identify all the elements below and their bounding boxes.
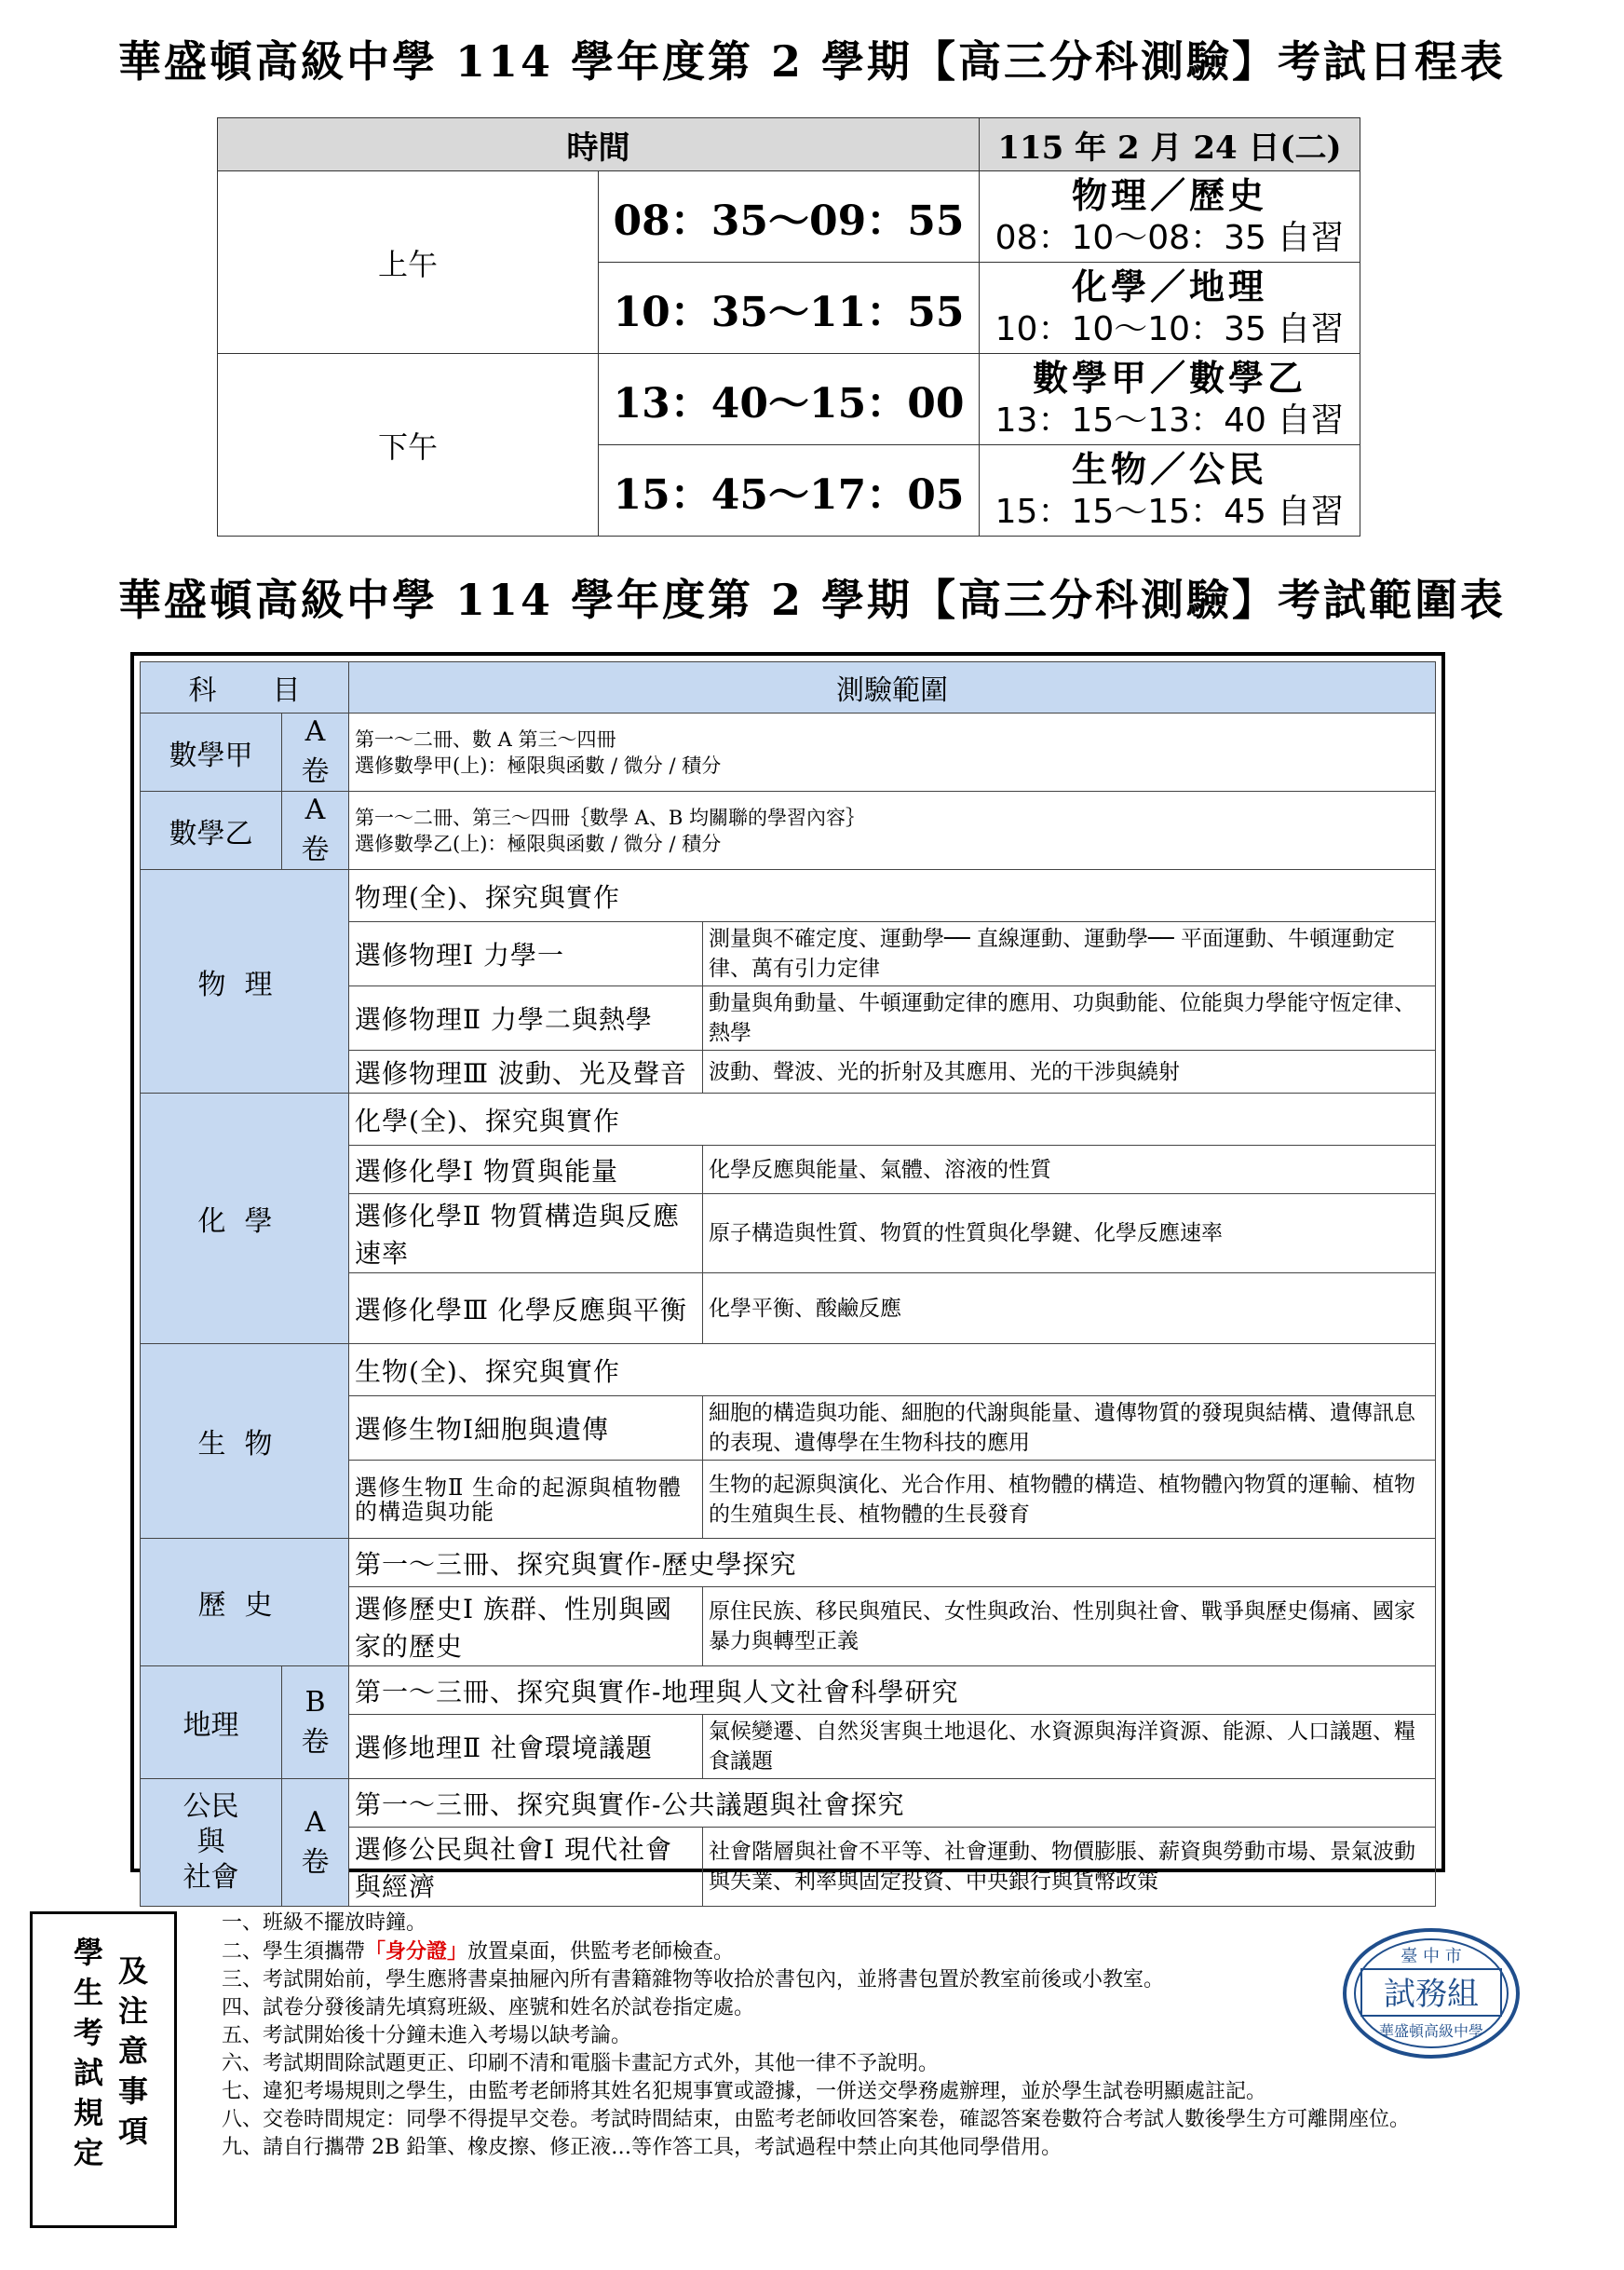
- seal-top-text: 臺 中 市: [1401, 1947, 1462, 1966]
- elective-content: 動量與角動量、牛頓運動定律的應用、功與動能、位能與力學能守恆定律、熱學: [703, 986, 1436, 1051]
- rule-item: 一、班級不擺放時鐘。: [222, 1911, 427, 1935]
- range-line: 第一～二冊、數 A 第三～四冊: [355, 727, 616, 751]
- base-range: 第一～三冊、探究與實作-歷史學探究: [349, 1539, 1436, 1587]
- rule-item: [222, 1937, 1525, 1966]
- range-table: [140, 661, 1436, 1907]
- rule-item: 七、違犯考場規則之學生，由監考老師將其姓名犯規事實或證據，一併送交學務處辦理，並於學生試卷明顯處註記。: [222, 2080, 1267, 2103]
- paper-type: A 卷: [282, 792, 349, 870]
- subject-name: 生物／公民: [1071, 447, 1267, 490]
- header-time: 時間: [218, 118, 980, 171]
- subject-chemistry: 化學: [141, 1094, 349, 1344]
- range-title: 華盛頓高級中學 114 學年度第 2 學期【高三分科測驗】考試範圍表: [117, 575, 1507, 625]
- study-time: 10：10～10：35 自習: [995, 309, 1345, 348]
- rule-item: 三、考試開始前，學生應將書桌抽屜內所有書籍雜物等收拾於書包內，並將書包置於教室前後或小教室。: [222, 1968, 1165, 1991]
- range-line: 第一～二冊、第三～四冊｛數學 A、B 均關聯的學習內容｝: [355, 806, 865, 829]
- label-char: 考: [73, 2015, 103, 2050]
- elective-content: 測量與不確定度、運動學── 直線運動、運動學── 平面運動、牛頓運動定律、萬有引力定律: [703, 922, 1436, 986]
- elective-course: 選修化學Ⅰ 物質與能量: [349, 1146, 703, 1194]
- header-subject: 科 目: [141, 662, 349, 714]
- label-char: 規: [73, 2095, 103, 2130]
- exam-subject: [980, 445, 1360, 537]
- exam-time: 15：45～17：05: [599, 445, 980, 537]
- elective-course: 選修生物Ⅱ 生命的起源與植物體的構造與功能: [349, 1461, 703, 1539]
- paper-type: A 卷: [282, 714, 349, 792]
- civics-name-part: 與: [196, 1826, 225, 1858]
- rule-item: 四、試卷分發後請先填寫班級、座號和姓名於試卷指定處。: [222, 1996, 755, 2019]
- study-time: 15：15～15：45 自習: [995, 492, 1345, 531]
- elective-content: 社會階層與社會不平等、社會運動、物價膨脹、薪資與勞動市場、景氣波動與失業、利率與固定投資、中央銀行與貨幣政策: [703, 1828, 1436, 1907]
- subject-civics: [141, 1779, 282, 1907]
- label-char: 事: [117, 2073, 148, 2109]
- rules-label-col1: [70, 1933, 107, 2173]
- exam-subject: [980, 263, 1360, 354]
- exam-subject: [980, 171, 1360, 263]
- civics-name-part: 公民: [183, 1790, 239, 1823]
- paper-type: A 卷: [282, 1779, 349, 1907]
- label-char: 學: [73, 1935, 103, 1970]
- rules-label-col2: [115, 1951, 152, 2152]
- civics-name-part: 社會: [183, 1861, 239, 1894]
- elective-course: 選修歷史Ⅰ 族群、性別與國家的歷史: [349, 1587, 703, 1666]
- base-range: 化學(全)、探究與實作: [349, 1094, 1436, 1146]
- elective-course: 選修物理Ⅱ 力學二與熱學: [349, 986, 703, 1051]
- range-table-frame: [130, 652, 1445, 1902]
- header-date: 115 年 2 月 24 日(二): [980, 118, 1360, 171]
- elective-content: 原子構造與性質、物質的性質與化學鍵、化學反應速率: [703, 1194, 1436, 1273]
- elective-content: 原住民族、移民與殖民、女性與政治、性別與社會、戰爭與歷史傷痛、國家暴力與轉型正義: [703, 1587, 1436, 1666]
- label-char: 定: [73, 2135, 103, 2170]
- subject-name: 物理／歷史: [1071, 173, 1267, 216]
- schedule-table: [217, 117, 1360, 537]
- rule-item: 五、考試開始後十分鐘未進入考場以缺考論。: [222, 2024, 632, 2047]
- elective-content: 細胞的構造與功能、細胞的代謝與能量、遺傳物質的發現與結構、遺傳訊息的表現、遺傳學在生物科技的應用: [703, 1396, 1436, 1461]
- rule-item: 六、考試期間除試題更正、印刷不清和電腦卡畫記方式外，其他一律不予說明。: [222, 2052, 940, 2075]
- seal-bottom-text: 華盛頓高級中學: [1378, 2022, 1484, 2040]
- range-line: 選修數學乙(上)：極限與函數 / 微分 / 積分: [355, 832, 722, 855]
- exam-subject: [980, 354, 1360, 445]
- elective-content: 氣候變遷、自然災害與土地退化、水資源與海洋資源、能源、人口議題、糧食議題: [703, 1715, 1436, 1779]
- id-card-highlight: 「身分證」: [365, 1939, 468, 1964]
- exam-time: 10：35～11：55: [599, 263, 980, 354]
- subject-geography: 地理: [141, 1666, 282, 1779]
- study-time: 08：10～08：35 自習: [995, 218, 1345, 257]
- base-range: 第一～三冊、探究與實作-地理與人文社會科學研究: [349, 1666, 1436, 1715]
- base-range: 生物(全)、探究與實作: [349, 1344, 1436, 1396]
- rules-list: [222, 1910, 1525, 2162]
- range-line: 選修數學甲(上)：極限與函數 / 微分 / 積分: [355, 754, 722, 777]
- rule-text: 放置桌面，供監考老師檢查。: [467, 1940, 735, 1964]
- label-char: 及: [117, 1953, 148, 1989]
- period-morning: 上午: [218, 171, 599, 354]
- subject-math-b: 數學乙: [141, 792, 282, 870]
- label-char: 試: [73, 2055, 103, 2090]
- exam-time: 08：35～09：55: [599, 171, 980, 263]
- rule-text: 二、學生須攜帶: [222, 1940, 366, 1964]
- label-char: 意: [117, 2033, 148, 2069]
- elective-content: 波動、聲波、光的折射及其應用、光的干涉與繞射: [703, 1051, 1436, 1094]
- elective-course: 選修生物Ⅰ細胞與遺傳: [349, 1396, 703, 1461]
- paper-type: B 卷: [282, 1666, 349, 1779]
- elective-course: 選修化學Ⅲ 化學反應與平衡: [349, 1273, 703, 1344]
- base-range: 第一～三冊、探究與實作-公共議題與社會探究: [349, 1779, 1436, 1828]
- label-char: 生: [73, 1975, 103, 2010]
- subject-biology: 生物: [141, 1344, 349, 1539]
- subject-history: 歷史: [141, 1539, 349, 1666]
- rules-label-box: [30, 1911, 177, 2228]
- subject-name: 數學甲／數學乙: [1032, 356, 1306, 399]
- elective-course: 選修化學Ⅱ 物質構造與反應速率: [349, 1194, 703, 1273]
- elective-course: 選修物理Ⅰ 力學一: [349, 922, 703, 986]
- elective-course: 選修物理Ⅲ 波動、光及聲音: [349, 1051, 703, 1094]
- range-content: [349, 714, 1436, 792]
- subject-physics: 物理: [141, 870, 349, 1094]
- elective-course: 選修地理Ⅱ 社會環境議題: [349, 1715, 703, 1779]
- period-afternoon: 下午: [218, 354, 599, 537]
- elective-content: 生物的起源與演化、光合作用、植物體的構造、植物體內物質的運輸、植物的生殖與生長、植物體的生長發育: [703, 1461, 1436, 1539]
- office-seal: [1341, 1926, 1522, 2061]
- base-range: 物理(全)、探究與實作: [349, 870, 1436, 922]
- range-content: [349, 792, 1436, 870]
- elective-course: 選修公民與社會Ⅰ 現代社會與經濟: [349, 1828, 703, 1907]
- rule-item: 八、交卷時間規定：同學不得提早交卷。考試時間結束，由監考老師收回答案卷，確認答案卷數符合考試人數後學生方可離開座位。: [222, 2108, 1411, 2131]
- header-range: 測驗範圍: [349, 662, 1436, 714]
- subject-math-a: 數學甲: [141, 714, 282, 792]
- elective-content: 化學反應與能量、氣體、溶液的性質: [703, 1146, 1436, 1194]
- subject-name: 化學／地理: [1071, 265, 1267, 307]
- elective-content: 化學平衡、酸鹼反應: [703, 1273, 1436, 1344]
- seal-center-text: 試務組: [1384, 1976, 1479, 2013]
- study-time: 13：15～13：40 自習: [995, 401, 1345, 440]
- label-char: 注: [117, 1993, 148, 2029]
- schedule-title: 華盛頓高級中學 114 學年度第 2 學期【高三分科測驗】考試日程表: [117, 36, 1507, 87]
- rule-item: 九、請自行攜帶 2B 鉛筆、橡皮擦、修正液…等作答工具，考試過程中禁止向其他同學借用。: [222, 2136, 1062, 2159]
- label-char: 項: [117, 2114, 148, 2149]
- exam-time: 13：40～15：00: [599, 354, 980, 445]
